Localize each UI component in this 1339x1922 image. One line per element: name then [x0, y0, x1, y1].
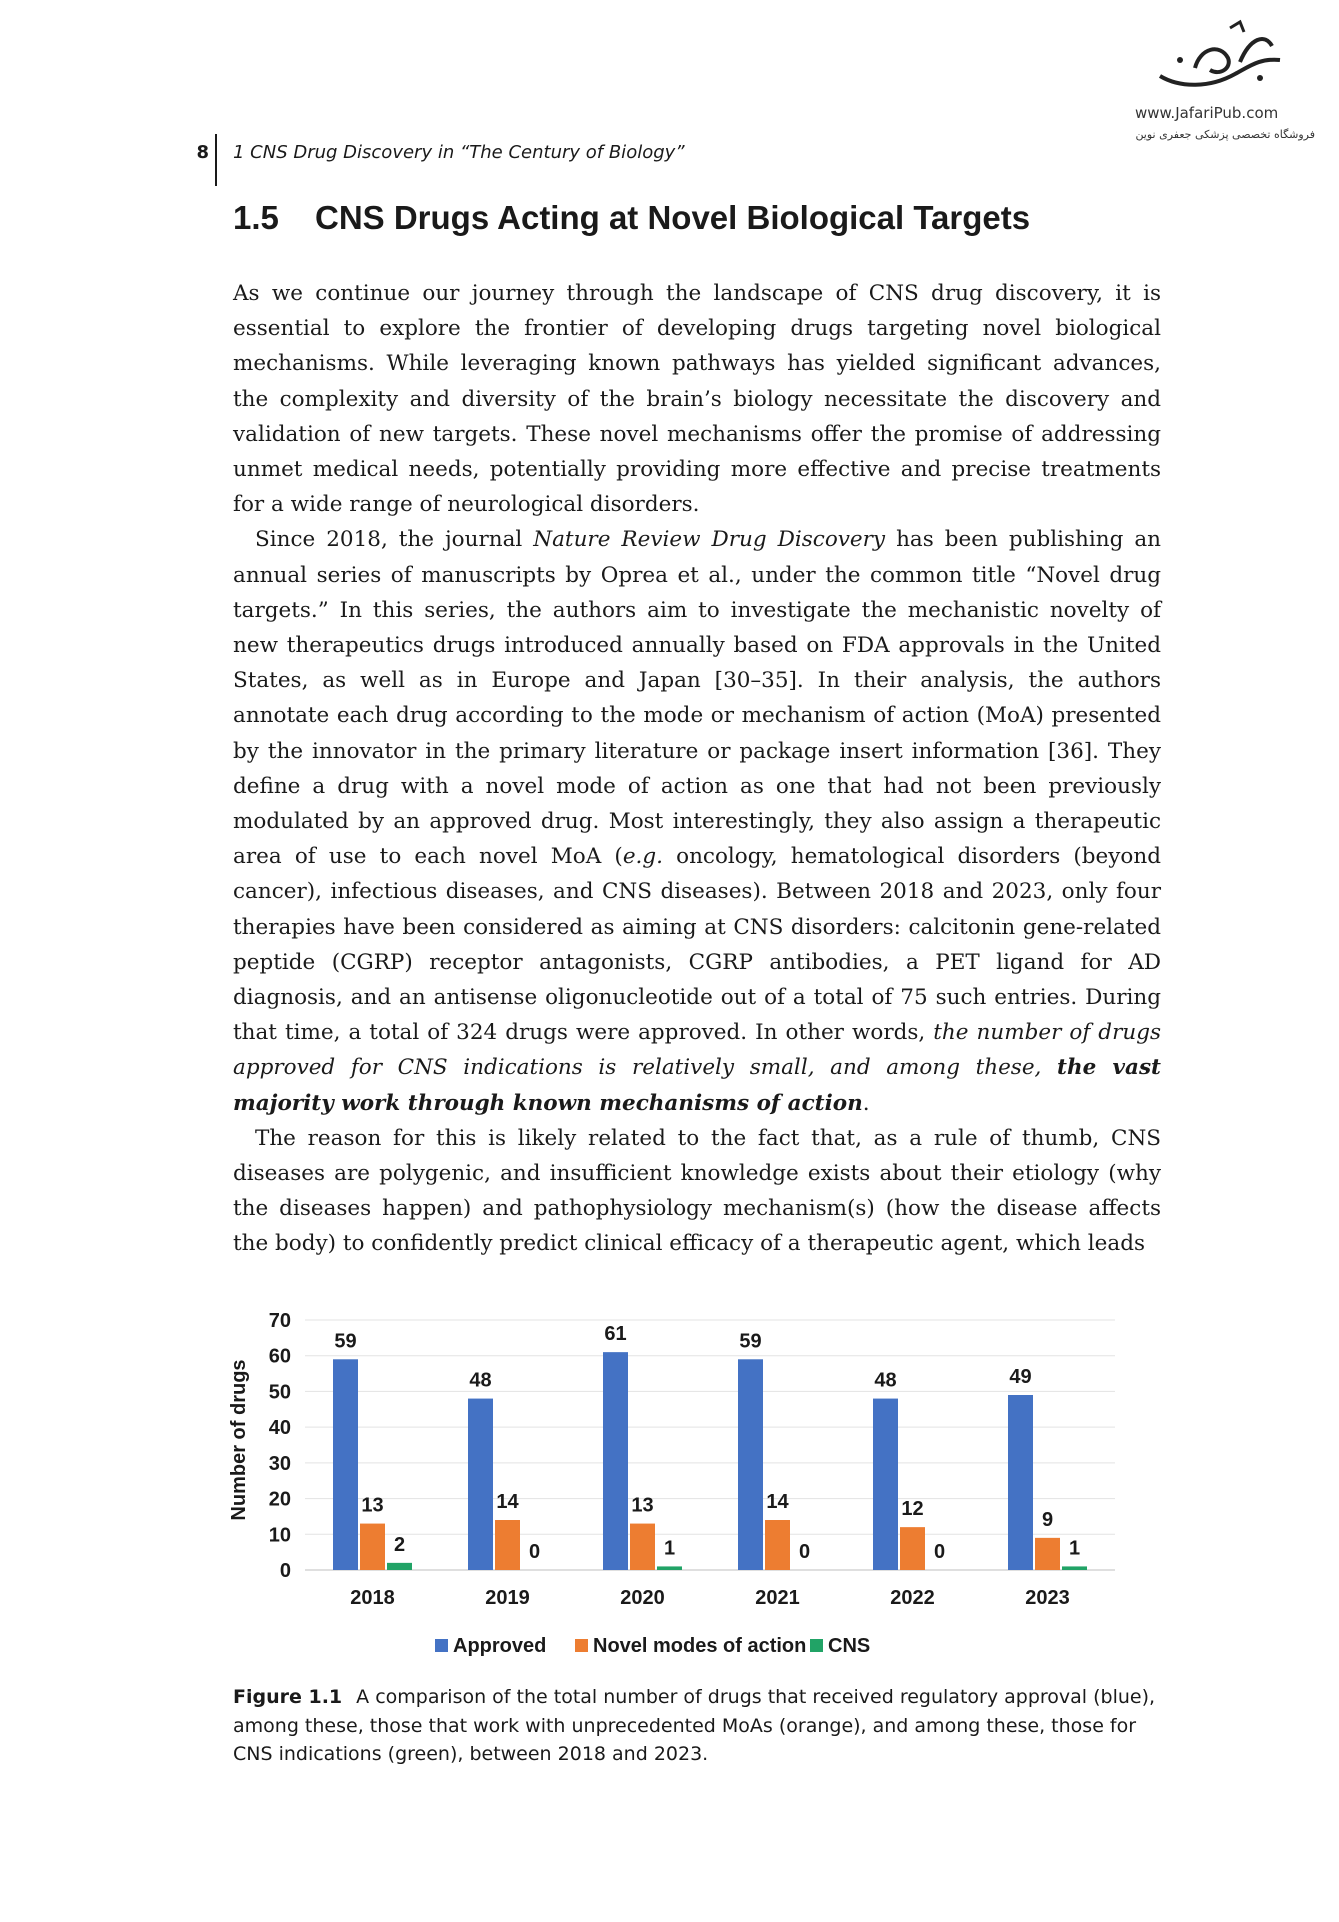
data-label: 1	[1068, 1537, 1081, 1560]
journal-name: Nature Review Drug Discovery	[533, 527, 886, 553]
data-label: 0	[528, 1541, 541, 1563]
paragraph-2-text-b: has been publishing an annual series of manuscripts by Oprea et al., under the common title “Novel drug targets.” In this series, the authors aim to investigate the mechanistic novelty of new therapeutics drugs introduced annually based on FDA approvals in the United States, as well as in Europe and Japan [30–35]. In their analysis, the authors annotate each drug according to the mode or mechanism of action (MoA) presented by the innovator in the primary literature or package insert information [36]. They define a drug with a novel mode of action as one that had not been previously modulated by an approved drug. Most interestingly, they also assign a therapeutic area of use to each novel MoA (	[233, 527, 1162, 870]
data-label: 59	[334, 1330, 357, 1353]
bar-approved-2023	[1008, 1395, 1033, 1570]
data-label: 2	[393, 1533, 406, 1556]
bar-novel-modes-of-action-2023	[1035, 1538, 1060, 1570]
bar-approved-2021	[738, 1359, 763, 1570]
x-tick-label: 2020	[620, 1587, 665, 1609]
bar-cns-2023	[1062, 1566, 1087, 1570]
data-label: 9	[1041, 1508, 1054, 1531]
y-tick-label: 50	[268, 1381, 291, 1404]
eg-abbrev: e.g.	[622, 844, 663, 870]
grid-lines	[305, 1320, 1115, 1570]
x-tick-label: 2019	[485, 1587, 530, 1609]
y-tick-label: 30	[268, 1452, 291, 1475]
legend	[435, 1635, 870, 1657]
bar-chart	[225, 1300, 1125, 1680]
legend-label: Novel modes of action	[593, 1635, 807, 1657]
publisher-logo	[1110, 18, 1320, 153]
figure-label: Figure 1.1	[233, 1686, 343, 1708]
caption-text: A comparison of the total number of drugs that received regulatory approval (blue), among these, those that work with unprecedented MoAs (orange), and among these, those for CNS indications (green), between 2018 and 2023.	[233, 1686, 1156, 1765]
y-tick-label: 0	[279, 1560, 291, 1582]
bar-novel-modes-of-action-2022	[900, 1527, 925, 1570]
data-label: 14	[496, 1491, 519, 1513]
bar-approved-2020	[603, 1352, 628, 1570]
data-label: 13	[631, 1494, 654, 1517]
paragraph-1: As we continue our journey through the landscape of CNS drug discovery, it is essential to explore the frontier of developing drugs targeting novel biological mechanisms. While leveraging known pathways has yielded significant advances, the complexity and diversity of the brain’s biology necessitate the discovery and validation of new targets. These novel mechanisms offer the promise of addressing unmet medical needs, potentially providing more effective and precise treatments for a wide range of neurological disorders.	[233, 281, 1161, 518]
publisher-url: www.JafariPub.com	[1135, 104, 1279, 122]
bar-approved-2022	[873, 1399, 898, 1570]
data-label: 12	[901, 1498, 924, 1521]
paragraph-2-emphasis: the number of drugs approved for CNS indications is relatively small, and among these,	[233, 1020, 1161, 1081]
y-axis-label: Number of drugs	[228, 1359, 250, 1521]
y-tick-label: 40	[268, 1417, 291, 1440]
bar-novel-modes-of-action-2021	[765, 1520, 790, 1570]
data-label: 61	[604, 1323, 627, 1346]
data-label: 0	[798, 1541, 811, 1563]
x-tick-label: 2022	[890, 1587, 935, 1609]
y-tick-label: 70	[268, 1310, 291, 1332]
paragraph-2	[233, 522, 1161, 1120]
x-tick-label: 2021	[755, 1587, 800, 1609]
legend-swatch	[435, 1639, 448, 1652]
bar-cns-2018	[387, 1563, 412, 1570]
legend-swatch	[810, 1639, 823, 1652]
bar-approved-2019	[468, 1399, 493, 1570]
bar-cns-2020	[657, 1566, 682, 1570]
legend-label: Approved	[453, 1635, 547, 1657]
running-head-divider	[215, 134, 217, 186]
data-label: 13	[361, 1494, 384, 1517]
running-head-title: 1 CNS Drug Discovery in “The Century of Biology”	[233, 142, 685, 163]
paragraph-2-text-a: Since 2018, the journal	[255, 527, 534, 553]
data-label: 49	[1009, 1366, 1032, 1388]
section-title: CNS Drugs Acting at Novel Biological Targets	[315, 199, 1031, 236]
y-tick-label: 20	[268, 1488, 291, 1511]
bar-novel-modes-of-action-2018	[360, 1524, 385, 1570]
x-tick-labels	[350, 1587, 1070, 1609]
paragraph-3: The reason for this is likely related to the fact that, as a rule of thumb, CNS diseases are polygenic, and insufficient knowledge exists about their etiology (why the diseases happen) and pathophysiology mechanism(s) (how the disease affects the body) to confidently predict clinical efficacy of a therapeutic agent, which leads	[233, 1125, 1161, 1257]
data-label: 48	[874, 1369, 897, 1392]
bar-novel-modes-of-action-2020	[630, 1524, 655, 1570]
figure-caption	[233, 1683, 1173, 1769]
x-tick-label: 2023	[1025, 1587, 1070, 1609]
y-tick-label: 10	[268, 1524, 291, 1547]
page-number: 8	[196, 142, 209, 163]
data-label: 14	[766, 1491, 789, 1513]
bar-approved-2018	[333, 1359, 358, 1570]
data-label: 59	[739, 1330, 762, 1353]
y-tick-labels	[269, 1310, 291, 1582]
data-label: 48	[469, 1369, 492, 1392]
y-tick-label: 60	[268, 1345, 291, 1368]
publisher-tagline: فروشگاه تخصصی پزشکی جعفری نوین	[1135, 128, 1315, 141]
data-label: 0	[933, 1541, 946, 1563]
paragraph-2-text-c: oncology, hematological disorders (beyond cancer), infectious diseases, and CNS diseases). Between 2018 and 2023, only four therapies have been considered as aiming at CNS disorders: calcitonin gene-related peptide (CGRP) receptor antagonists, CGRP antibodies, a PET ligand for AD diagnosis, and an antisense oligonucleotide out of a total of 75 such entries. During that time, a total of 324 drugs were approved. In other words,	[233, 844, 1161, 1046]
bars	[333, 1323, 1087, 1570]
calligraphy-logo-icon	[1140, 18, 1300, 98]
data-label: 1	[663, 1537, 676, 1560]
bar-novel-modes-of-action-2019	[495, 1520, 520, 1570]
legend-swatch	[575, 1639, 588, 1652]
section-heading	[233, 199, 1030, 237]
paragraph-2-strong-emphasis: the vast majority work through known mechanisms of action	[233, 1055, 1161, 1116]
section-number: 1.5	[233, 199, 279, 236]
legend-label: CNS	[828, 1635, 871, 1657]
x-tick-label: 2018	[350, 1587, 395, 1609]
paragraph-2-end: .	[862, 1090, 870, 1116]
body-text	[233, 276, 1161, 1262]
